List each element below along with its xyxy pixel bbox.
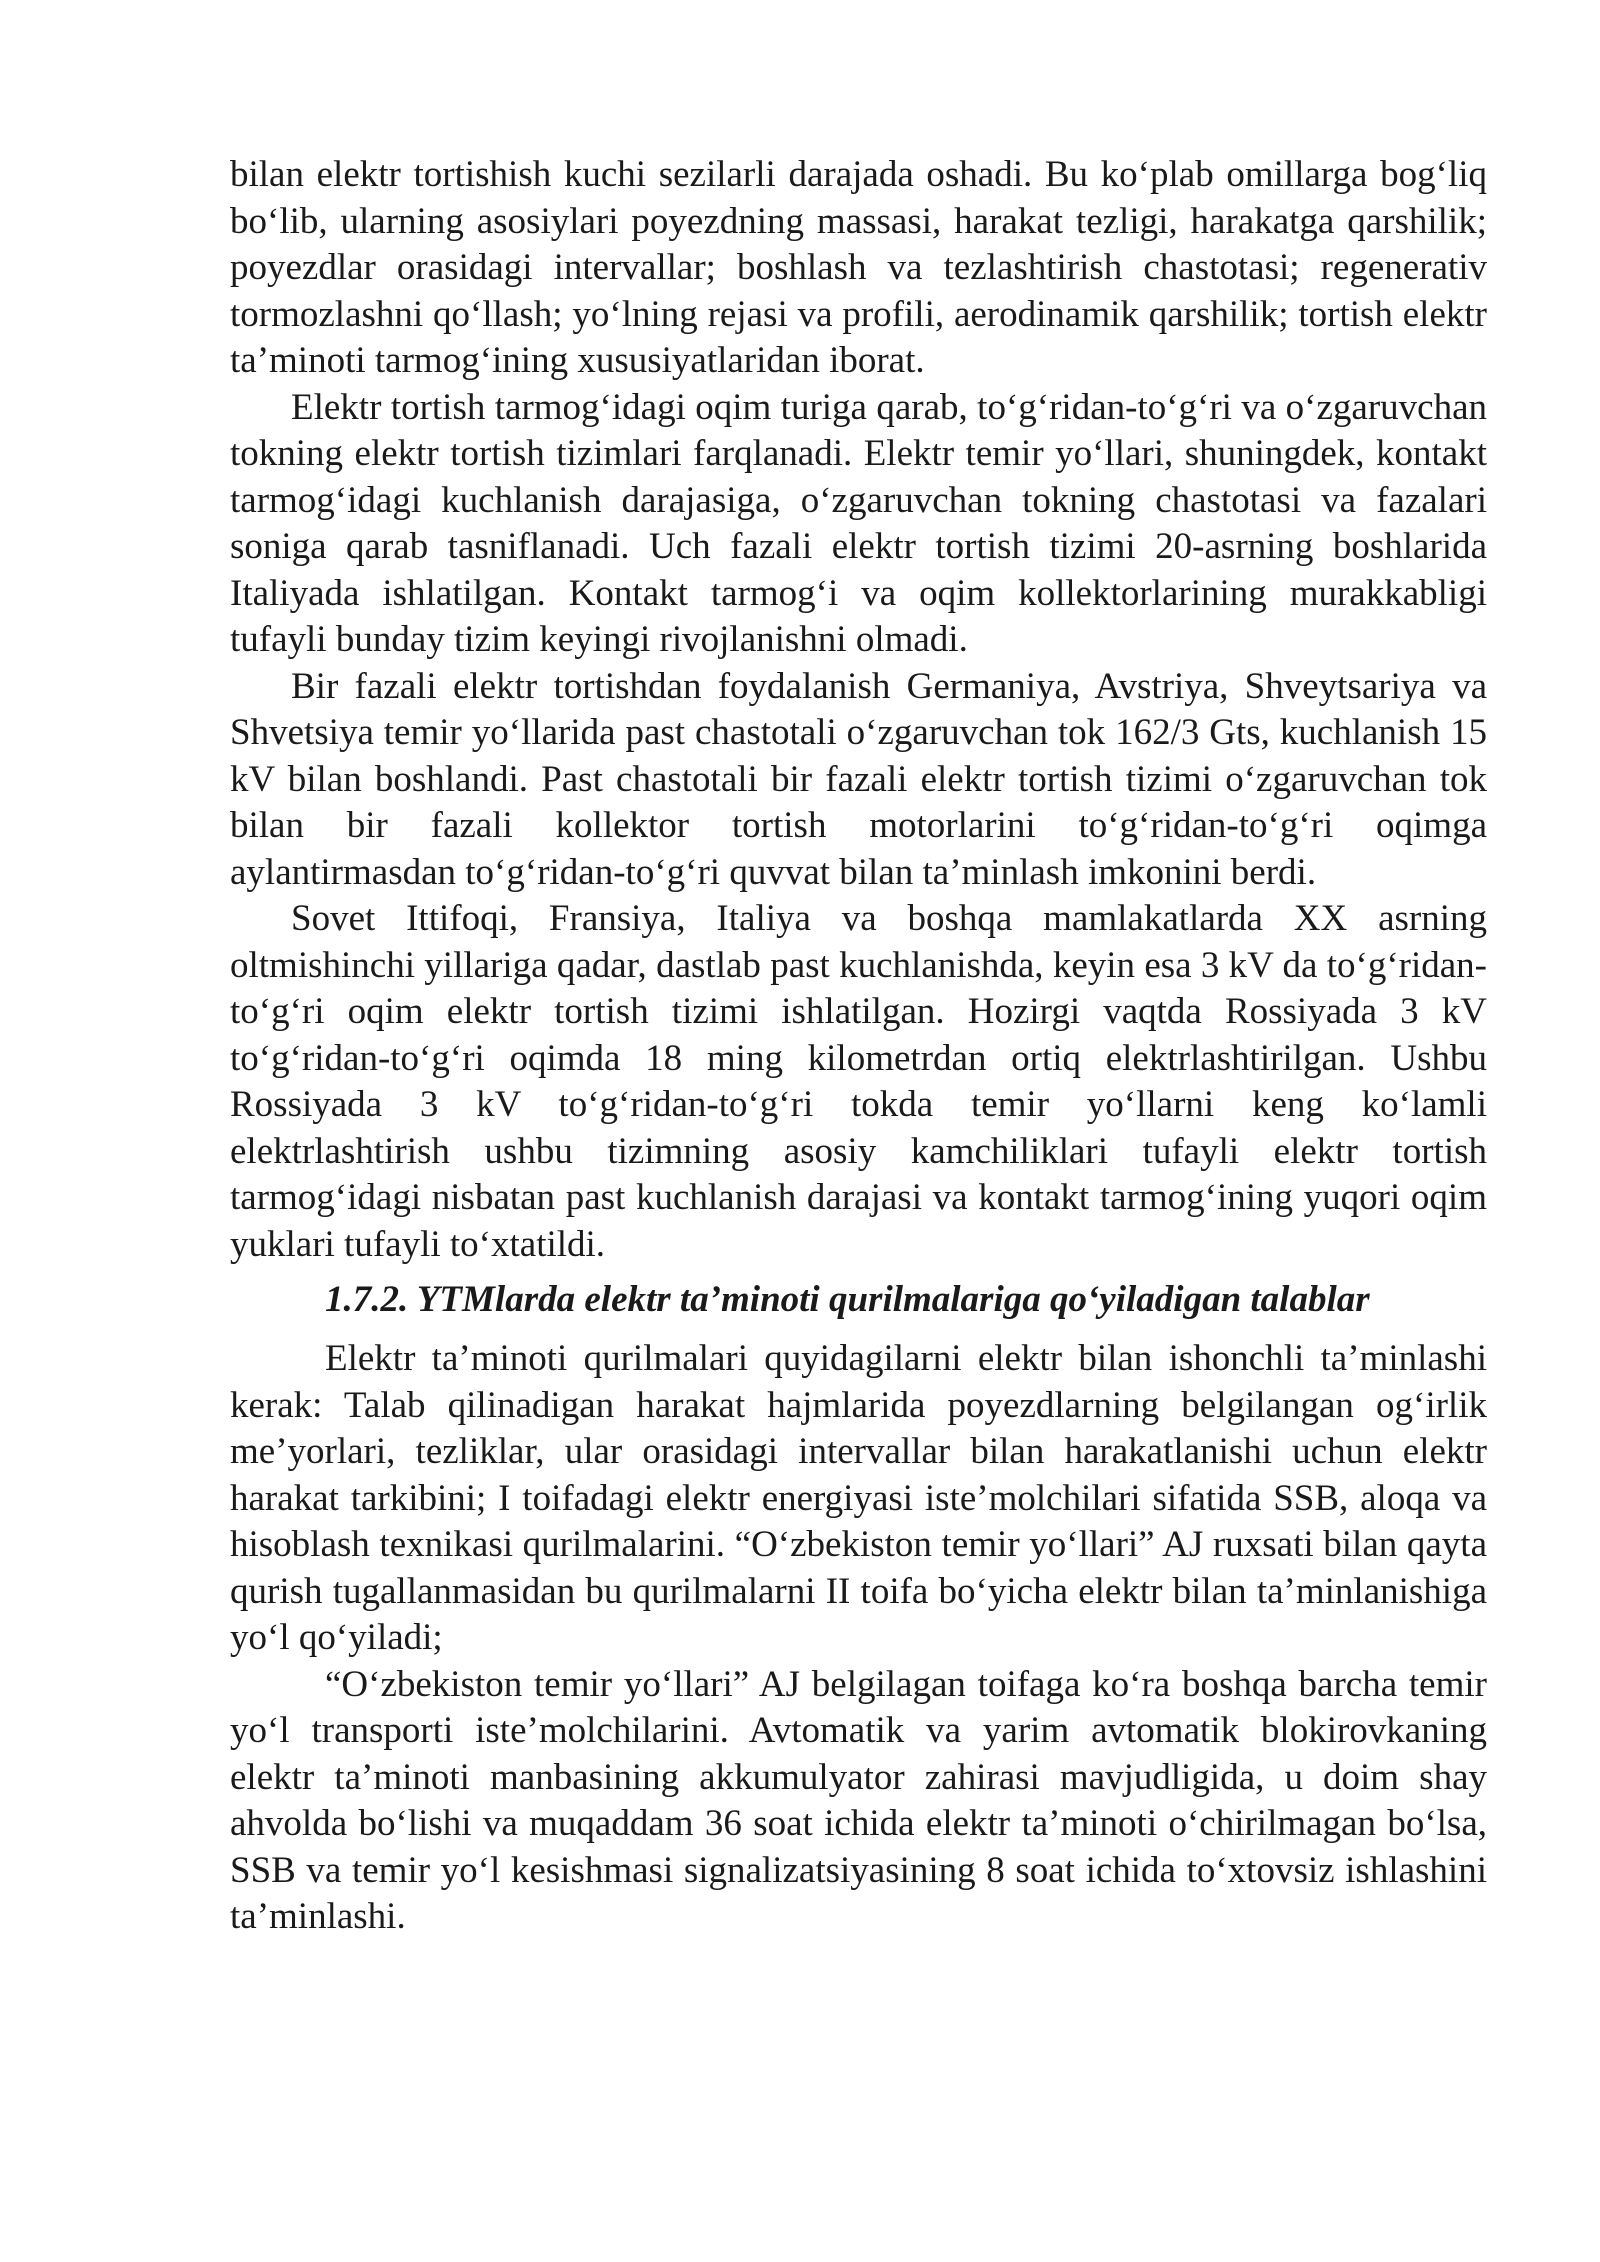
paragraph-current-types: Elektr tortish tarmog‘idagi oqim turiga qarab, to‘g‘ridan-to‘g‘ri va o‘zgaruvchan tokning elektr tortish tizimlari farqlanadi. Elektr temir yo‘llari, shuningdek, kontakt tarmog‘idagi kuchlanish darajasiga, o‘zgaruvchan tokning chastotasi va fazalari soniga qarab tasniflanadi. Uch fazali elektr tortish tizimi 20-asrning boshlarida Italiyada ishlatilgan. Kontakt tarmog‘i va oqim kollektorlarining murakkabligi tufayli bunday tizim keyingi rivojlanishni olmadi.	[230, 386, 1487, 660]
paragraph-requirements: Elektr ta’minoti qurilmalari quyidagilarni elektr bilan ishonchli ta’minlashi kerak: Talab qilinadigan harakat hajmlarida poyezdlarning belgilangan og‘irlik me’yorlari, tezliklar, ular orasidagi intervallar bilan harakatlanishi uchun elektr harakat tarkibini; I toifadagi elektr energiyasi iste’molchilari sifatida SSB, aloqa va hisoblash texnikasi qurilmalarini. “O‘zbekiston temir yo‘llari” AJ ruxsati bilan qayta qurish tugallanmasidan bu qurilmalarni II toifa bo‘yicha elektr bilan ta’minlanishiga yo‘l qo‘yiladi;	[230, 1338, 1487, 1658]
paragraph-consumers: “O‘zbekiston temir yo‘llari” AJ belgilagan toifaga ko‘ra boshqa barcha temir yo‘l transporti iste’molchilarini. Avtomatik va yarim avtomatik blokirovkaning elektr ta’minoti manbasining akkumulyator zahirasi mavjudligida, u doim shay ahvolda bo‘lishi va muqaddam 36 soat ichida elektr ta’minoti o‘chirilmagan bo‘lsa, SSB va temir yo‘l kesishmasi signalizatsiyasining 8 soat ichida to‘xtovsiz ishlashini ta’minlashi.	[230, 1663, 1487, 1937]
paragraph-direct-current: Sovet Ittifoqi, Fransiya, Italiya va boshqa mamlakatlarda XX asrning oltmishinchi yillariga qadar, dastlab past kuchlanishda, keyin esa 3 kV da to‘g‘ridan-to‘g‘ri oqim elektr tortish tizimi ishlatilgan. Hozirgi vaqtda Rossiyada 3 kV to‘g‘ridan-to‘g‘ri oqimda 18 ming kilometrdan ortiq elektrlashtirilgan. Ushbu Rossiyada 3 kV to‘g‘ridan-to‘g‘ri tokda temir yo‘llarni keng ko‘lamli elektrlashtirish ushbu tizimning asosiy kamchiliklari tufayli elektr tortish tarmog‘idagi nisbatan past kuchlanish darajasi va kontakt tarmog‘ining yuqori oqim yuklari tufayli to‘xtatildi.	[230, 898, 1487, 1265]
paragraph-single-phase: Bir fazali elektr tortishdan foydalanish Germaniya, Avstriya, Shveytsariya va Shvetsiya temir yo‘llarida past chastotali o‘zgaruvchan tok 162/3 Gts, kuchlanish 15 kV bilan boshlandi. Past chastotali bir fazali elektr tortish tizimi o‘zgaruvchan tok bilan bir fazali kollektor tortish motorlarini to‘g‘ridan-to‘g‘ri oqimga aylantirmasdan to‘g‘ridan-to‘g‘ri quvvat bilan ta’minlash imkonini berdi.	[230, 665, 1487, 893]
paragraph-continuation: bilan elektr tortishish kuchi sezilarli darajada oshadi. Bu ko‘plab omillarga bog‘liq bo‘lib, ularning asosiylari poyezdning massasi, harakat tezligi, harakatga qarshilik; poyezdlar orasidagi intervallar; boshlash va tezlashtirish chastotasi; regenerativ tormozlashni qo‘llash; yo‘lning rejasi va profili, aerodinamik qarshilik; tortish elektr ta’minoti tarmog‘ining xususiyatlaridan iborat.	[230, 154, 1487, 381]
section-heading: 1.7.2. YTMlarda elektr ta’minoti qurilmalariga qo‘yiladigan talablar	[325, 1279, 1370, 1320]
document-page	[230, 152, 1487, 1941]
